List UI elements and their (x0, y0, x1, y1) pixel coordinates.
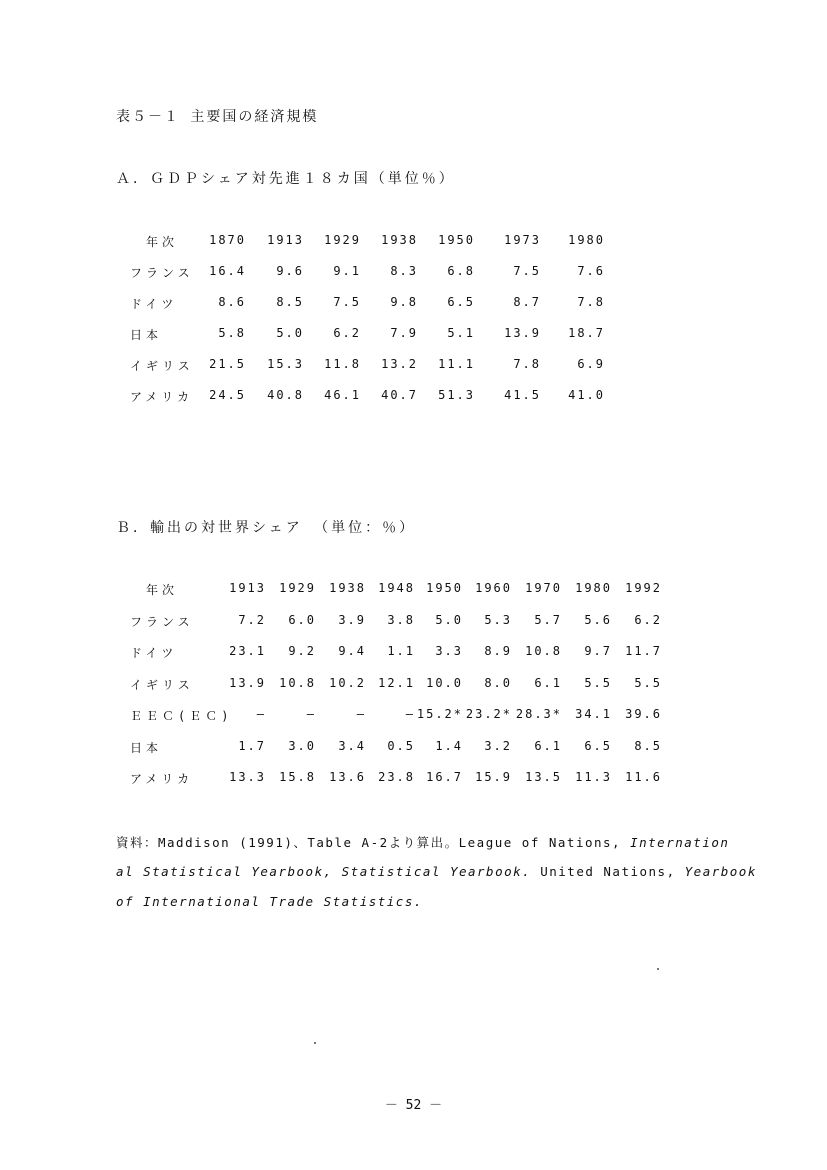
page-number: － 52 － (384, 1098, 443, 1113)
year-header: 1948 (378, 581, 415, 595)
country-label: アメリカ (130, 390, 194, 404)
table-cell: 7.5 (333, 295, 361, 309)
table-cell: 41.0 (568, 388, 605, 402)
table-cell: 5.5 (634, 675, 662, 690)
table-cell: 40.8 (267, 388, 304, 402)
table-cell: 16.7 (426, 770, 463, 784)
table-cell: 10.8 (525, 644, 562, 658)
country-label: アメリカ (130, 772, 194, 786)
table-cell: 3.3 (435, 644, 463, 658)
scan-speck (657, 968, 659, 970)
table-cell: — (356, 707, 366, 721)
table-row (0, 388, 700, 408)
table-cell: 13.6 (329, 770, 366, 784)
table-row (0, 707, 700, 727)
table-row (0, 613, 700, 633)
table-row (0, 264, 700, 284)
table-cell: 5.0 (435, 612, 463, 627)
section-a-heading: Ａ．ＧＤＰシェア対先進１８カ国（単位％） (116, 171, 456, 187)
table-cell: 5.6 (584, 612, 612, 627)
table-cell: 8.3 (390, 264, 418, 278)
table-cell: 51.3 (438, 388, 475, 402)
country-label: フランス (130, 614, 194, 629)
table-cell: 3.0 (288, 738, 316, 753)
table-cell: 7.6 (577, 264, 605, 278)
source-text: 資料：Maddison (1991)、Table A-2より算出。League of Nations, (116, 835, 631, 850)
table-cell: 8.5 (276, 295, 304, 309)
table-cell: 5.8 (218, 326, 246, 340)
table-header-row (0, 233, 700, 253)
table-cell: 8.7 (513, 295, 541, 309)
year-header: 1929 (324, 233, 361, 247)
table-cell: 6.1 (534, 675, 562, 690)
table-cell: 28.3* (515, 707, 562, 721)
table-cell: 6.5 (584, 738, 612, 753)
year-header: 1960 (475, 581, 512, 595)
table-cell: 3.2 (484, 738, 512, 753)
table-header-row (0, 581, 700, 601)
scan-speck (314, 1042, 316, 1044)
table-cell: 7.5 (513, 264, 541, 278)
table-cell: 40.7 (381, 388, 418, 402)
table-cell: 1.1 (387, 644, 415, 658)
year-header: 1950 (438, 233, 475, 247)
table-cell: 6.8 (447, 264, 475, 278)
table-cell: 23.2* (465, 707, 512, 721)
year-header: 1970 (525, 581, 562, 595)
table-cell: 0.5 (387, 738, 415, 753)
country-label: イギリス (130, 677, 194, 692)
year-header: 1929 (279, 581, 316, 595)
table-cell: 41.5 (504, 388, 541, 402)
table-cell: 34.1 (575, 707, 612, 721)
year-header: 1950 (426, 581, 463, 595)
year-header: 1973 (504, 233, 541, 247)
table-cell: 5.0 (276, 326, 304, 340)
table-cell: 6.9 (577, 357, 605, 371)
table-row (0, 739, 700, 759)
table-cell: 11.8 (324, 357, 361, 371)
table-cell: 6.5 (447, 295, 475, 309)
table-cell: 15.9 (475, 770, 512, 784)
year-header: 1870 (209, 233, 246, 247)
table-cell: 13.9 (229, 675, 266, 690)
table-cell: 15.8 (279, 770, 316, 784)
table-cell: 13.2 (381, 357, 418, 371)
table-cell: 16.4 (209, 264, 246, 278)
table-cell: — (306, 707, 316, 721)
source-text-italic: Internation (630, 835, 730, 850)
table-row (0, 295, 700, 315)
table-cell: 1.4 (435, 738, 463, 753)
table-title: 表５－１ 主要国の経済規模 (116, 109, 319, 125)
table-cell: 8.0 (484, 675, 512, 690)
table-cell: 9.1 (333, 264, 361, 278)
country-label: ドイツ (130, 297, 178, 311)
table-cell: 13.5 (525, 770, 562, 784)
table-cell: 6.1 (534, 738, 562, 753)
table-cell: 9.2 (288, 644, 316, 658)
country-label: 日本 (130, 328, 163, 342)
table-cell: 18.7 (568, 326, 605, 340)
country-label: ドイツ (130, 646, 178, 660)
country-label: フランス (130, 266, 194, 280)
table-cell: 11.7 (625, 644, 662, 658)
table-cell: — (405, 707, 415, 721)
table-cell: 23.1 (229, 644, 266, 658)
source-line-2 (116, 864, 757, 879)
table-cell: 5.3 (484, 612, 512, 627)
source-text: United Nations, (540, 864, 685, 879)
source-text-italic: al Statistical Yearbook, Statistical Yearbook. (116, 864, 541, 879)
table-cell: 8.6 (218, 295, 246, 309)
table-cell: 11.3 (575, 770, 612, 784)
year-header: 1938 (381, 233, 418, 247)
source-line-1 (116, 833, 729, 851)
table-cell: 6.2 (333, 326, 361, 340)
year-header: 1913 (267, 233, 304, 247)
year-header: 1992 (625, 581, 662, 595)
table-cell: 23.8 (378, 770, 415, 784)
table-cell: 24.5 (209, 388, 246, 402)
table-cell: 7.8 (577, 295, 605, 309)
country-label: ＥＥＣ(ＥＣ) (130, 709, 233, 723)
table-cell: 12.1 (378, 675, 415, 690)
country-label: イギリス (130, 359, 194, 373)
table-cell: 7.2 (238, 612, 266, 627)
year-header: 1980 (575, 581, 612, 595)
table-cell: 9.7 (584, 644, 612, 658)
table-cell: 9.4 (338, 644, 366, 658)
table-cell: 3.8 (387, 612, 415, 627)
table-cell: 1.7 (238, 738, 266, 753)
table-cell: 5.7 (534, 612, 562, 627)
table-cell: 7.9 (390, 326, 418, 340)
table-row (0, 644, 700, 664)
table-cell: 10.2 (329, 675, 366, 690)
table-row (0, 357, 700, 377)
year-header: 1980 (568, 233, 605, 247)
year-header: 1938 (329, 581, 366, 595)
source-text-italic: Yearbook (684, 864, 757, 879)
table-cell: 39.6 (625, 707, 662, 721)
table-row (0, 326, 700, 346)
table-cell: 10.8 (279, 675, 316, 690)
table-cell: 8.9 (484, 644, 512, 658)
table-cell: 5.5 (584, 675, 612, 690)
table-cell: 46.1 (324, 388, 361, 402)
table-cell: 9.8 (390, 295, 418, 309)
table-cell: 11.6 (625, 770, 662, 784)
table-cell: — (256, 707, 266, 721)
table-cell: 13.9 (504, 326, 541, 340)
table-cell: 8.5 (634, 738, 662, 753)
table-cell: 6.2 (634, 612, 662, 627)
table-cell: 15.3 (267, 357, 304, 371)
table-row (0, 770, 700, 790)
section-b-heading: Ｂ．輸出の対世界シェア （単位：％） (116, 520, 417, 536)
table-cell: 10.0 (426, 675, 463, 690)
country-label: 日本 (130, 740, 163, 755)
year-header: 1913 (229, 581, 266, 595)
table-cell: 7.8 (513, 357, 541, 371)
table-cell: 21.5 (209, 357, 246, 371)
table-row (0, 676, 700, 696)
table-cell: 13.3 (229, 770, 266, 784)
table-cell: 3.9 (338, 612, 366, 627)
header-label: 年次 (146, 235, 179, 249)
table-cell: 9.6 (276, 264, 304, 278)
header-label: 年次 (146, 583, 179, 597)
table-cell: 15.2* (416, 707, 463, 721)
table-cell: 6.0 (288, 612, 316, 627)
table-cell: 5.1 (447, 326, 475, 340)
table-cell: 3.4 (338, 738, 366, 753)
table-cell: 11.1 (438, 357, 475, 371)
source-line-3: of International Trade Statistics. (116, 894, 423, 909)
